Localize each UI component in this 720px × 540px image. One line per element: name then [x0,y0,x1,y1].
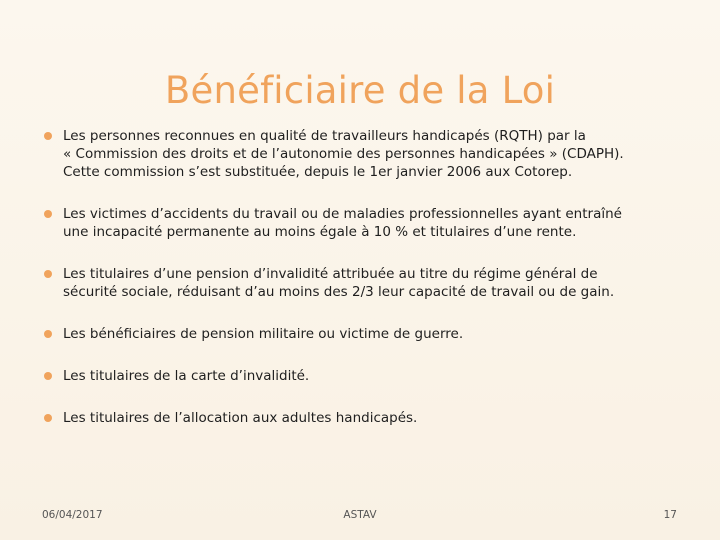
page-number: 17 [663,509,677,521]
bullet-point-icon [44,330,52,338]
bullet-item-military-pension [44,325,684,343]
bullet-text-disability-card: Les titulaires de la carte d’invalidité. [63,368,310,384]
bullet-item-work-accident [44,205,684,241]
bullet-point-icon [44,372,52,380]
bullet-item-disability-pension [44,265,684,301]
bullet-text-rqth: Les personnes reconnues en qualité de travailleurs handicapés (RQTH) par la « Commission des droits et de l’autonomie des personnes handicapées » (CDAPH). Cette commission s’est substituée, depuis le 1er janvier 2006 aux Cotorep. [63,128,624,180]
bullet-item-disability-card [44,367,684,385]
bullet-point-icon [44,132,52,140]
bullet-text-aah: Les titulaires de l’allocation aux adultes handicapés. [63,410,418,426]
bullet-list [44,127,684,427]
bullet-text-work-accident: Les victimes d’accidents du travail ou de maladies professionnelles ayant entraîné une incapacité permanente au moins égale à 10 % et titulaires d’une rente. [63,206,622,240]
bullet-point-icon [44,270,52,278]
bullet-item-aah [44,409,684,427]
bullet-item-rqth [44,127,684,181]
bullet-point-icon [44,414,52,422]
footer-organization: ASTAV [343,509,377,521]
bullet-text-military-pension: Les bénéficiaires de pension militaire ou victime de guerre. [63,326,464,342]
bullet-point-icon [44,210,52,218]
slide-title: Bénéficiaire de la Loi [164,68,556,112]
footer-date: 06/04/2017 [42,509,103,521]
bullet-text-disability-pension: Les titulaires d’une pension d’invalidité attribuée au titre du régime général de sécurité sociale, réduisant d’au moins des 2/3 leur capacité de travail ou de gain. [63,266,615,300]
